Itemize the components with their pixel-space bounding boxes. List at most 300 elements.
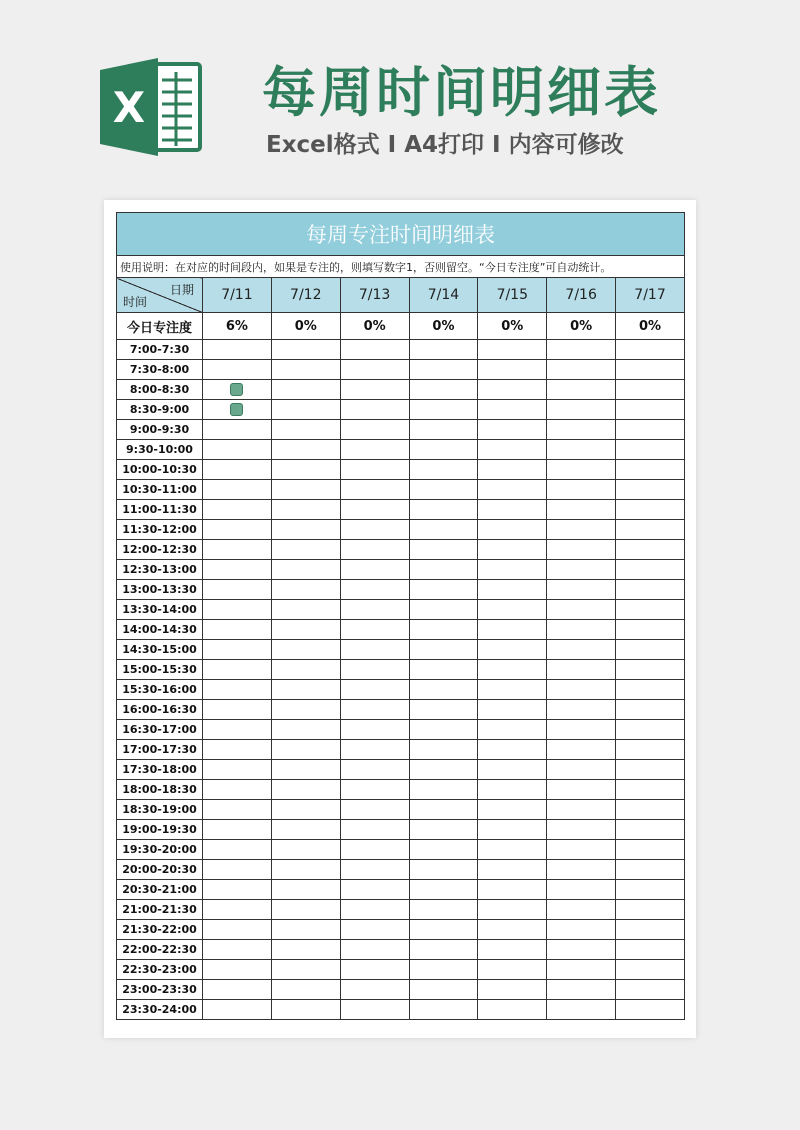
focus-entry-cell[interactable] xyxy=(547,840,616,860)
focus-entry-cell[interactable] xyxy=(409,520,478,540)
focus-entry-cell[interactable] xyxy=(616,1000,685,1020)
focus-entry-cell[interactable] xyxy=(203,820,272,840)
focus-entry-cell[interactable] xyxy=(547,860,616,880)
focus-entry-cell[interactable] xyxy=(478,880,547,900)
focus-entry-cell[interactable] xyxy=(409,980,478,1000)
focus-entry-cell[interactable] xyxy=(478,500,547,520)
focus-entry-cell[interactable] xyxy=(616,460,685,480)
focus-percent-cell[interactable]: 0% xyxy=(271,313,340,340)
focus-entry-cell[interactable] xyxy=(409,960,478,980)
focus-entry-cell[interactable] xyxy=(547,960,616,980)
time-slot-label[interactable]: 11:30-12:00 xyxy=(117,520,203,540)
time-slot-row xyxy=(117,340,685,360)
focus-entry-cell[interactable] xyxy=(547,640,616,660)
focus-percent-cell[interactable]: 0% xyxy=(478,313,547,340)
focus-entry-cell[interactable] xyxy=(616,480,685,500)
focus-entry-cell[interactable] xyxy=(203,800,272,820)
focus-entry-cell[interactable] xyxy=(271,480,340,500)
time-slot-label[interactable]: 8:30-9:00 xyxy=(117,400,203,420)
time-slot-label[interactable]: 23:30-24:00 xyxy=(117,1000,203,1020)
focus-entry-cell[interactable] xyxy=(547,900,616,920)
focus-entry-cell[interactable] xyxy=(203,700,272,720)
time-slot-label[interactable]: 9:30-10:00 xyxy=(117,440,203,460)
time-slot-label[interactable]: 22:30-23:00 xyxy=(117,960,203,980)
focus-entry-cell[interactable] xyxy=(547,620,616,640)
focus-entry-cell[interactable] xyxy=(478,700,547,720)
focus-entry-cell[interactable] xyxy=(547,540,616,560)
time-slot-label[interactable]: 18:30-19:00 xyxy=(117,800,203,820)
focus-entry-cell[interactable] xyxy=(203,940,272,960)
focus-entry-cell[interactable] xyxy=(616,880,685,900)
focus-entry-cell[interactable] xyxy=(547,340,616,360)
focus-entry-cell[interactable] xyxy=(340,660,409,680)
time-slot-label[interactable]: 20:30-21:00 xyxy=(117,880,203,900)
focus-entry-cell[interactable] xyxy=(409,580,478,600)
focus-entry-cell[interactable] xyxy=(478,840,547,860)
focus-entry-cell[interactable] xyxy=(478,940,547,960)
focus-entry-cell[interactable] xyxy=(616,600,685,620)
time-slot-label[interactable]: 7:30-8:00 xyxy=(117,360,203,380)
focus-entry-cell[interactable] xyxy=(478,540,547,560)
focus-entry-cell[interactable] xyxy=(616,720,685,740)
focus-entry-cell[interactable] xyxy=(616,980,685,1000)
focus-entry-cell[interactable] xyxy=(616,700,685,720)
focus-entry-cell[interactable] xyxy=(616,900,685,920)
time-slot-label[interactable]: 21:30-22:00 xyxy=(117,920,203,940)
focus-entry-cell[interactable] xyxy=(340,460,409,480)
focus-entry-cell[interactable] xyxy=(409,420,478,440)
focus-percent-cell[interactable]: 0% xyxy=(547,313,616,340)
focus-entry-cell[interactable] xyxy=(340,520,409,540)
date-header-cell[interactable]: 7/17 xyxy=(616,278,685,313)
focus-entry-cell[interactable] xyxy=(340,620,409,640)
focus-entry-cell[interactable] xyxy=(616,340,685,360)
focus-entry-cell[interactable] xyxy=(340,1000,409,1020)
focus-entry-cell[interactable] xyxy=(340,940,409,960)
focus-entry-cell[interactable] xyxy=(340,400,409,420)
focus-entry-cell[interactable] xyxy=(340,760,409,780)
focus-entry-cell[interactable] xyxy=(340,480,409,500)
sheet-paper xyxy=(104,200,696,1038)
usage-note[interactable]: 使用说明：在对应的时间段内，如果是专注的，则填写数字1，否则留空。“今日专注度”可自动统计。 xyxy=(117,256,685,278)
focus-entry-cell[interactable] xyxy=(616,440,685,460)
focus-entry-cell[interactable] xyxy=(271,760,340,780)
time-slot-label[interactable]: 8:00-8:30 xyxy=(117,380,203,400)
date-header-cell[interactable]: 7/14 xyxy=(409,278,478,313)
focus-percent-cell[interactable]: 0% xyxy=(409,313,478,340)
time-slot-label[interactable]: 14:30-15:00 xyxy=(117,640,203,660)
focus-entry-cell[interactable] xyxy=(478,900,547,920)
focus-entry-cell[interactable] xyxy=(409,880,478,900)
time-slot-label[interactable]: 11:00-11:30 xyxy=(117,500,203,520)
focus-entry-cell[interactable] xyxy=(203,460,272,480)
focus-entry-cell[interactable] xyxy=(478,820,547,840)
time-slot-label[interactable]: 22:00-22:30 xyxy=(117,940,203,960)
time-slot-label[interactable]: 9:00-9:30 xyxy=(117,420,203,440)
focus-entry-cell[interactable] xyxy=(547,360,616,380)
focus-entry-cell[interactable] xyxy=(478,920,547,940)
focus-entry-cell[interactable] xyxy=(203,540,272,560)
focus-entry-cell[interactable] xyxy=(547,500,616,520)
focus-entry-cell[interactable] xyxy=(478,440,547,460)
focus-entry-cell[interactable] xyxy=(203,660,272,680)
focus-entry-cell[interactable] xyxy=(271,980,340,1000)
focus-entry-cell[interactable] xyxy=(409,360,478,380)
focus-entry-cell[interactable] xyxy=(547,440,616,460)
focus-entry-cell[interactable] xyxy=(478,740,547,760)
focus-entry-cell[interactable] xyxy=(409,660,478,680)
focus-entry-cell[interactable] xyxy=(616,820,685,840)
focus-entry-cell[interactable] xyxy=(271,960,340,980)
focus-entry-cell[interactable] xyxy=(547,880,616,900)
focus-entry-cell[interactable] xyxy=(271,820,340,840)
focus-entry-cell[interactable] xyxy=(203,900,272,920)
time-slot-row xyxy=(117,520,685,540)
focus-entry-cell[interactable] xyxy=(616,640,685,660)
focus-entry-cell[interactable] xyxy=(271,840,340,860)
focus-entry-cell[interactable] xyxy=(547,720,616,740)
focus-entry-cell[interactable] xyxy=(616,540,685,560)
focus-entry-cell[interactable] xyxy=(409,780,478,800)
focus-entry-cell[interactable] xyxy=(478,860,547,880)
focus-entry-cell[interactable] xyxy=(409,920,478,940)
focus-entry-cell[interactable] xyxy=(340,700,409,720)
focus-entry-cell[interactable] xyxy=(616,840,685,860)
focus-entry-cell[interactable] xyxy=(271,460,340,480)
date-header-cell[interactable]: 7/13 xyxy=(340,278,409,313)
focus-entry-cell[interactable] xyxy=(478,360,547,380)
focus-entry-cell[interactable] xyxy=(271,740,340,760)
time-slot-label[interactable]: 10:30-11:00 xyxy=(117,480,203,500)
focus-entry-cell[interactable] xyxy=(409,500,478,520)
focus-entry-cell[interactable] xyxy=(271,860,340,880)
focus-entry-cell[interactable] xyxy=(409,560,478,580)
date-header-cell[interactable]: 7/12 xyxy=(271,278,340,313)
focus-entry-cell[interactable] xyxy=(271,660,340,680)
time-slot-label[interactable]: 17:00-17:30 xyxy=(117,740,203,760)
focus-entry-cell[interactable] xyxy=(340,420,409,440)
focus-entry-cell[interactable] xyxy=(340,740,409,760)
focus-entry-cell[interactable] xyxy=(547,560,616,580)
focus-entry-cell[interactable] xyxy=(340,820,409,840)
focus-entry-cell[interactable] xyxy=(547,1000,616,1020)
focus-entry-cell[interactable] xyxy=(616,560,685,580)
time-slot-row xyxy=(117,640,685,660)
focus-entry-cell[interactable] xyxy=(478,800,547,820)
focus-entry-cell[interactable] xyxy=(409,800,478,820)
focus-entry-cell[interactable] xyxy=(340,960,409,980)
focus-entry-cell[interactable] xyxy=(271,940,340,960)
focus-entry-cell[interactable] xyxy=(203,480,272,500)
focus-label-cell[interactable]: 今日专注度 xyxy=(117,313,203,340)
focus-percent-cell[interactable]: 6% xyxy=(203,313,272,340)
focus-entry-cell[interactable] xyxy=(271,400,340,420)
focus-entry-cell[interactable] xyxy=(203,720,272,740)
focus-entry-cell[interactable] xyxy=(271,800,340,820)
focus-entry-cell[interactable] xyxy=(547,820,616,840)
focus-entry-cell[interactable] xyxy=(547,480,616,500)
focus-entry-cell[interactable] xyxy=(203,340,272,360)
focus-entry-cell[interactable] xyxy=(478,460,547,480)
focus-entry-cell[interactable] xyxy=(340,380,409,400)
focus-entry-cell[interactable] xyxy=(409,680,478,700)
focus-entry-cell[interactable] xyxy=(547,980,616,1000)
focus-entry-cell[interactable] xyxy=(409,640,478,660)
time-slot-row xyxy=(117,780,685,800)
focus-entry-cell[interactable] xyxy=(203,420,272,440)
focus-entry-cell[interactable] xyxy=(203,440,272,460)
focus-entry-cell[interactable] xyxy=(340,640,409,660)
focus-entry-cell[interactable] xyxy=(340,540,409,560)
focus-entry-cell[interactable] xyxy=(547,740,616,760)
focus-entry-cell[interactable] xyxy=(616,420,685,440)
focus-entry-cell[interactable] xyxy=(340,800,409,820)
focus-entry-cell[interactable] xyxy=(616,920,685,940)
focus-entry-cell[interactable] xyxy=(203,920,272,940)
time-slot-row xyxy=(117,360,685,380)
focus-entry-cell[interactable] xyxy=(616,500,685,520)
focus-entry-cell[interactable] xyxy=(340,580,409,600)
focus-percent-cell[interactable]: 0% xyxy=(340,313,409,340)
focus-entry-cell[interactable] xyxy=(478,620,547,640)
focus-entry-cell[interactable] xyxy=(340,340,409,360)
focus-entry-cell[interactable] xyxy=(409,380,478,400)
focus-entry-cell[interactable] xyxy=(478,780,547,800)
focus-entry-cell[interactable] xyxy=(340,900,409,920)
time-slot-row xyxy=(117,660,685,680)
focus-entry-cell[interactable] xyxy=(340,980,409,1000)
focus-entry-cell[interactable] xyxy=(547,700,616,720)
focus-entry-cell[interactable] xyxy=(271,560,340,580)
focus-entry-cell[interactable] xyxy=(616,520,685,540)
focus-entry-cell[interactable] xyxy=(547,600,616,620)
focus-entry-cell[interactable] xyxy=(616,580,685,600)
focus-entry-cell[interactable] xyxy=(547,760,616,780)
time-slot-label[interactable]: 13:30-14:00 xyxy=(117,600,203,620)
date-header-cell[interactable]: 7/16 xyxy=(547,278,616,313)
focus-entry-cell[interactable] xyxy=(547,660,616,680)
focus-entry-cell[interactable] xyxy=(409,1000,478,1020)
focus-entry-cell[interactable] xyxy=(409,840,478,860)
focus-entry-cell[interactable] xyxy=(340,360,409,380)
focus-entry-cell[interactable] xyxy=(340,840,409,860)
focus-entry-cell[interactable] xyxy=(409,460,478,480)
focus-entry-cell[interactable] xyxy=(478,480,547,500)
focus-entry-cell[interactable] xyxy=(547,780,616,800)
focus-entry-cell[interactable] xyxy=(478,520,547,540)
time-slot-row xyxy=(117,720,685,740)
focus-entry-cell[interactable] xyxy=(478,980,547,1000)
time-slot-label[interactable]: 12:30-13:00 xyxy=(117,560,203,580)
focus-entry-cell[interactable] xyxy=(271,580,340,600)
focus-entry-cell[interactable] xyxy=(271,880,340,900)
focus-entry-cell[interactable] xyxy=(478,380,547,400)
focus-entry-cell[interactable] xyxy=(340,860,409,880)
focus-entry-cell[interactable] xyxy=(340,920,409,940)
focus-entry-cell[interactable] xyxy=(203,680,272,700)
focus-entry-cell[interactable] xyxy=(478,720,547,740)
focus-entry-cell[interactable] xyxy=(203,620,272,640)
focus-entry-cell[interactable] xyxy=(478,760,547,780)
focus-entry-cell[interactable] xyxy=(547,460,616,480)
focus-entry-cell[interactable] xyxy=(478,680,547,700)
focus-entry-cell[interactable] xyxy=(203,780,272,800)
focus-entry-cell[interactable] xyxy=(203,960,272,980)
focus-entry-cell[interactable] xyxy=(616,780,685,800)
time-slot-label[interactable]: 19:30-20:00 xyxy=(117,840,203,860)
focus-entry-cell[interactable] xyxy=(409,540,478,560)
focus-entry-cell[interactable] xyxy=(616,740,685,760)
focus-entry-cell[interactable] xyxy=(478,640,547,660)
focus-entry-cell[interactable] xyxy=(547,580,616,600)
focus-entry-cell[interactable] xyxy=(340,560,409,580)
focus-entry-cell[interactable] xyxy=(409,340,478,360)
focus-entry-cell[interactable] xyxy=(340,600,409,620)
focus-entry-cell[interactable] xyxy=(203,520,272,540)
time-slot-label[interactable]: 16:30-17:00 xyxy=(117,720,203,740)
time-slot-label[interactable]: 20:00-20:30 xyxy=(117,860,203,880)
focus-entry-cell[interactable] xyxy=(203,360,272,380)
focus-entry-cell[interactable] xyxy=(478,600,547,620)
focus-entry-cell[interactable] xyxy=(409,900,478,920)
focus-entry-cell[interactable] xyxy=(203,580,272,600)
focus-entry-cell[interactable] xyxy=(409,720,478,740)
focus-entry-cell[interactable] xyxy=(547,520,616,540)
focus-entry-cell[interactable] xyxy=(203,880,272,900)
focus-entry-cell[interactable] xyxy=(340,440,409,460)
focus-entry-cell[interactable] xyxy=(478,560,547,580)
focus-entry-cell[interactable] xyxy=(271,720,340,740)
focus-entry-cell[interactable] xyxy=(203,760,272,780)
focus-entry-cell[interactable] xyxy=(271,520,340,540)
focus-entry-cell[interactable] xyxy=(547,680,616,700)
focus-entry-cell[interactable] xyxy=(203,740,272,760)
time-slot-label[interactable]: 12:00-12:30 xyxy=(117,540,203,560)
focus-entry-cell[interactable] xyxy=(547,420,616,440)
focus-entry-cell[interactable] xyxy=(478,960,547,980)
focus-entry-cell[interactable] xyxy=(616,800,685,820)
focus-entry-cell[interactable] xyxy=(340,500,409,520)
time-slot-row xyxy=(117,820,685,840)
time-slot-label[interactable]: 16:00-16:30 xyxy=(117,700,203,720)
time-slot-label[interactable]: 13:00-13:30 xyxy=(117,580,203,600)
focus-entry-cell[interactable] xyxy=(271,600,340,620)
focus-entry-cell[interactable] xyxy=(616,760,685,780)
focus-entry-cell[interactable] xyxy=(616,860,685,880)
focus-entry-cell[interactable] xyxy=(478,400,547,420)
focus-entry-cell[interactable] xyxy=(409,700,478,720)
focus-entry-cell[interactable] xyxy=(616,960,685,980)
focus-entry-cell[interactable] xyxy=(547,800,616,820)
focus-entry-cell[interactable] xyxy=(340,780,409,800)
focus-entry-cell[interactable] xyxy=(271,920,340,940)
focus-entry-cell[interactable] xyxy=(478,340,547,360)
focus-entry-cell[interactable] xyxy=(409,620,478,640)
focus-entry-cell[interactable] xyxy=(616,400,685,420)
focus-entry-cell[interactable] xyxy=(478,580,547,600)
sheet-title[interactable]: 每周专注时间明细表 xyxy=(117,213,685,256)
focus-entry-cell[interactable] xyxy=(409,760,478,780)
focus-entry-cell[interactable] xyxy=(203,860,272,880)
focus-entry-cell[interactable] xyxy=(203,600,272,620)
focus-entry-cell[interactable] xyxy=(340,880,409,900)
focus-entry-cell[interactable] xyxy=(616,620,685,640)
time-slot-label[interactable]: 19:00-19:30 xyxy=(117,820,203,840)
time-slot-label[interactable]: 21:00-21:30 xyxy=(117,900,203,920)
focus-entry-cell[interactable] xyxy=(616,660,685,680)
focus-entry-cell[interactable] xyxy=(409,600,478,620)
focus-entry-cell[interactable] xyxy=(203,400,272,420)
time-slot-label[interactable]: 15:00-15:30 xyxy=(117,660,203,680)
focus-entry-cell[interactable] xyxy=(271,500,340,520)
time-slot-label[interactable]: 14:00-14:30 xyxy=(117,620,203,640)
focus-entry-cell[interactable] xyxy=(616,360,685,380)
time-slot-label[interactable]: 7:00-7:30 xyxy=(117,340,203,360)
focus-entry-cell[interactable] xyxy=(271,640,340,660)
focus-entry-cell[interactable] xyxy=(203,500,272,520)
focus-entry-cell[interactable] xyxy=(409,480,478,500)
focus-entry-cell[interactable] xyxy=(616,380,685,400)
date-time-corner-cell[interactable] xyxy=(117,278,203,313)
focus-entry-cell[interactable] xyxy=(478,1000,547,1020)
focus-entry-cell[interactable] xyxy=(409,940,478,960)
focus-entry-cell[interactable] xyxy=(271,900,340,920)
focus-entry-cell[interactable] xyxy=(616,680,685,700)
focus-entry-cell[interactable] xyxy=(340,680,409,700)
focus-entry-cell[interactable] xyxy=(271,700,340,720)
focus-entry-cell[interactable] xyxy=(409,820,478,840)
focus-entry-cell[interactable] xyxy=(409,740,478,760)
time-slot-label[interactable]: 17:30-18:00 xyxy=(117,760,203,780)
focus-entry-cell[interactable] xyxy=(271,540,340,560)
svg-text:X: X xyxy=(112,83,146,132)
focus-entry-cell[interactable] xyxy=(203,980,272,1000)
focus-entry-cell[interactable] xyxy=(271,620,340,640)
focus-entry-cell[interactable] xyxy=(271,360,340,380)
focus-entry-cell[interactable] xyxy=(547,920,616,940)
focus-entry-cell[interactable] xyxy=(271,340,340,360)
time-slot-label[interactable]: 15:30-16:00 xyxy=(117,680,203,700)
focus-entry-cell[interactable] xyxy=(409,440,478,460)
time-slot-label[interactable]: 10:00-10:30 xyxy=(117,460,203,480)
time-slot-label[interactable]: 23:00-23:30 xyxy=(117,980,203,1000)
focus-entry-cell[interactable] xyxy=(271,440,340,460)
focus-entry-cell[interactable] xyxy=(547,940,616,960)
focus-entry-cell[interactable] xyxy=(203,560,272,580)
focus-entry-cell[interactable] xyxy=(203,1000,272,1020)
time-slot-label[interactable]: 18:00-18:30 xyxy=(117,780,203,800)
focus-entry-cell[interactable] xyxy=(203,640,272,660)
focus-entry-cell[interactable] xyxy=(203,840,272,860)
date-header-cell[interactable]: 7/11 xyxy=(203,278,272,313)
focus-entry-cell[interactable] xyxy=(478,660,547,680)
focus-entry-cell[interactable] xyxy=(271,1000,340,1020)
focus-entry-cell[interactable] xyxy=(340,720,409,740)
focus-entry-cell[interactable] xyxy=(271,780,340,800)
focus-percent-cell[interactable]: 0% xyxy=(616,313,685,340)
focus-entry-cell[interactable] xyxy=(271,380,340,400)
focus-entry-cell[interactable] xyxy=(547,380,616,400)
focus-entry-cell[interactable] xyxy=(409,860,478,880)
date-header-cell[interactable]: 7/15 xyxy=(478,278,547,313)
focus-entry-cell[interactable] xyxy=(409,400,478,420)
focus-entry-cell[interactable] xyxy=(203,380,272,400)
focus-entry-cell[interactable] xyxy=(271,680,340,700)
focus-entry-cell[interactable] xyxy=(478,420,547,440)
focus-entry-cell[interactable] xyxy=(271,420,340,440)
focus-entry-cell[interactable] xyxy=(547,400,616,420)
focus-entry-cell[interactable] xyxy=(616,940,685,960)
